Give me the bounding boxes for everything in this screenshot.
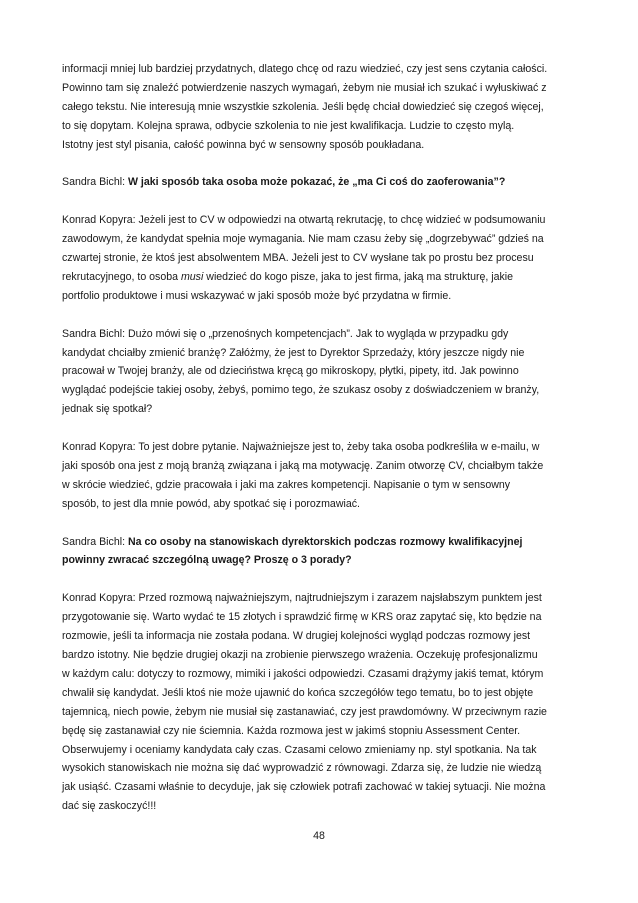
emphasis-text: musi <box>180 270 204 283</box>
question-text: powinny zwracać szczególną uwagę? Proszę o 3 porady? <box>62 554 352 567</box>
page-number: 48 <box>313 830 325 842</box>
text-line: Konrad Kopyra: Jeżeli jest to CV w odpowiedzi na otwartą rekrutację, to chcę widzieć w podsumowaniu <box>62 214 546 227</box>
text-line: jak usiąść. Czasami właśnie to decyduje, jak się człowiek potrafi zachować w takiej sytuacji. Nie można <box>62 781 546 794</box>
text-line: pracował w Twojej branży, ale od dzieciństwa kręcą go mikroskopy, płytki, pipety, itd. Jak powinno <box>62 365 519 378</box>
text-line: całego tekstu. Nie interesują mnie wszystkie szkolenia. Jeśli będę chciał dowiedzieć się czegoś więcej, <box>62 100 544 113</box>
text-line: chwalił się kandydat. Jeśli ktoś nie może ujawnić do końca szczegółów tego tematu, bo to jest objęte <box>62 686 534 699</box>
text-line: kandydat chciałby zmienić branżę? Załóżmy, że jest to Dyrektor Sprzedaży, który jeszcze nigdy nie <box>62 346 525 359</box>
text-line: dać się zaskoczyć!!! <box>62 800 157 813</box>
text-line: czwartej stronie, że ktoś jest absolwentem MBA. Jeżeli jest to CV wysłane tak po prostu bez procesu <box>62 252 534 265</box>
text-line: Obserwujemy i oceniamy kandydata cały czas. Czasami celowo zmieniamy np. styl spotkania. Na tak <box>62 743 537 756</box>
question-text: W jaki sposób taka osoba może pokazać, że „ma Ci coś do zaoferowania”? <box>127 176 506 189</box>
answer-1 <box>62 211 584 306</box>
text-line: wyglądać podejście takiej osoby, żebyś, pomimo tego, że szukasz osoby z doświadczeniem w branży, <box>62 384 540 397</box>
text-line <box>62 533 584 552</box>
text-line: tajemnicą, niech powie, żebym nie musiał się zastanawiać, czy jest prawdomówny. W przeciwnym razie <box>62 705 547 718</box>
answer-3 <box>62 589 584 816</box>
text-line: to się dopytam. Kolejna sprawa, odbycie szkolenia to nie jest kwalifikacja. Ludzie to często mylą. <box>62 119 515 132</box>
question-1 <box>62 173 584 192</box>
text-line: jednak się spotkał? <box>62 403 153 416</box>
text-fragment: wiedzieć do kogo pisze, jaka to jest firma, jaką ma strukturę, jakie <box>203 270 514 283</box>
text-line: Istotny jest styl pisania, całość powinna być w sensowny sposób poukładana. <box>62 138 425 151</box>
text-line <box>62 173 584 192</box>
paragraph-intro <box>62 60 584 155</box>
text-line: informacji mniej lub bardziej przydatnych, dlatego chcę od razu wiedzieć, czy jest sens czytania całości. <box>62 63 548 75</box>
text-line <box>62 268 584 287</box>
text-line: będę się zastanawiał czy nie ściemnia. Każda rozmowa jest w jakimś stopniu Assessment Center. <box>62 724 521 737</box>
text-line: w skrócie wiedzieć, gdzie pracowała i jaki ma zakres kompetencji. Napisanie o tym w sensowny <box>62 478 511 491</box>
speaker-label: Sandra Bichl: <box>62 176 126 189</box>
text-line: portfolio produktowe i musi wskazywać w jaki sposób może być przydatna w firmie. <box>62 289 452 302</box>
text-line: Konrad Kopyra: To jest dobre pytanie. Najważniejsze jest to, żeby taka osoba podkreśliła w e-mailu, w <box>62 441 540 454</box>
answer-2 <box>62 438 584 514</box>
question-2-paragraph <box>62 325 584 420</box>
document-body <box>62 60 584 835</box>
text-line: rozmowie, jeśli ta informacja nie została podana. W drugiej kolejności wygląd podczas rozmowy jest <box>62 630 531 643</box>
text-line: Konrad Kopyra: Przed rozmową najważniejszym, najtrudniejszym i zarazem najsłabszym punktem jest <box>62 592 542 605</box>
speaker-label: Sandra Bichl: <box>62 535 126 548</box>
text-line: bardzo istotny. Nie będzie drugiej okazji na zrobienie pierwszego wrażenia. Oczekuję profesjonalizmu <box>62 649 538 661</box>
text-fragment: rekrutacyjnego, to osoba <box>62 270 181 283</box>
text-line: przygotowanie się. Warto wydać te 15 złotych i sprawdzić firmę w KRS oraz zapytać się, kto będzie na <box>62 611 542 624</box>
text-line: jaki sposób ona jest z moją branżą związana i jaką ma motywację. Zanim otworzę CV, chciałbym także <box>62 459 544 472</box>
question-3 <box>62 533 584 571</box>
text-line: zawodowym, że kandydat spełnia moje wymagania. Nie mam czasu żeby się „dogrzebywać” gdzieś na <box>62 233 544 246</box>
text-line: Powinno tam się znaleźć potwierdzenie naszych wymagań, żebym nie musiał ich szukać i wyłuskiwać z <box>62 81 547 94</box>
text-line: sposób, to jest dla mnie powód, aby spotkać się i porozmawiać. <box>62 497 360 510</box>
question-text: Na co osoby na stanowiskach dyrektorskich podczas rozmowy kwalifikacyjnej <box>127 535 523 548</box>
text-line <box>62 551 584 570</box>
text-line: Sandra Bichl: Dużo mówi się o „przenośnych kompetencjach”. Jak to wygląda w przypadku gdy <box>62 327 509 340</box>
text-line: w każdym calu: dotyczy to rozmowy, mimiki i jakości odpowiedzi. Czasami drążymy jakiś temat, którym <box>62 667 544 680</box>
text-line: wysokich stanowiskach nie można się dać wyprowadzić z równowagi. Zdarza się, że ludzie nie wiedzą <box>62 762 542 775</box>
